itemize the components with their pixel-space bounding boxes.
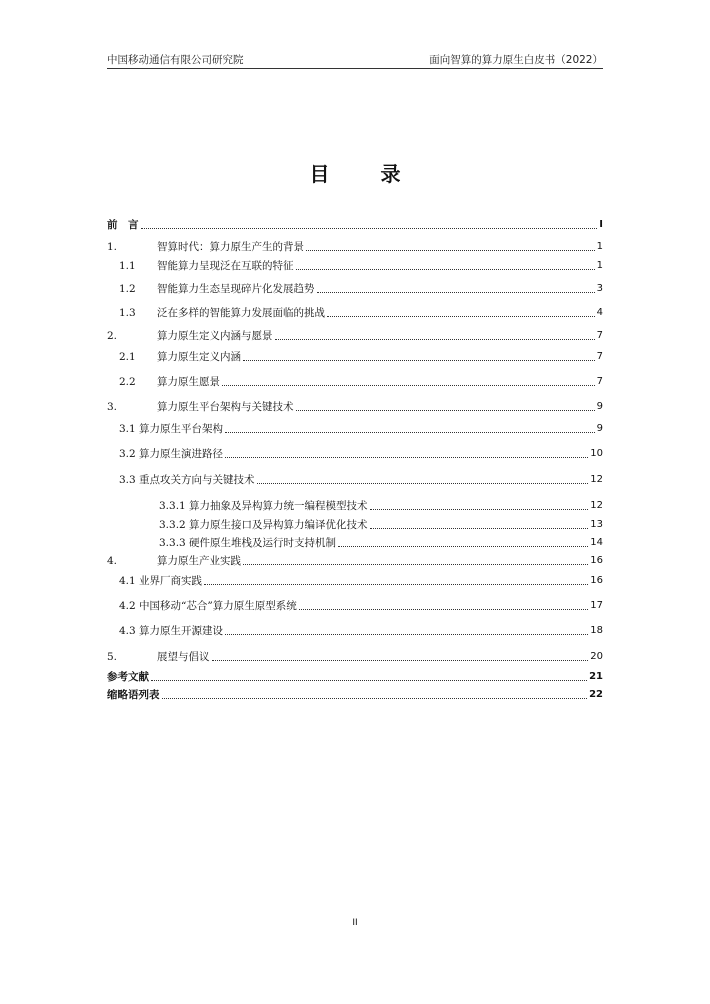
toc-entry[interactable] — [107, 534, 603, 550]
toc-entry-title: 3.1 算力原生平台架构 — [119, 423, 224, 435]
toc-dot-leader — [225, 456, 588, 458]
toc-dot-leader — [306, 249, 595, 251]
toc-entry-title: 算力原生定义内涵与愿景 — [157, 330, 273, 342]
toc-dot-leader — [296, 268, 595, 270]
toc-entry[interactable] — [107, 516, 603, 532]
toc-entry[interactable] — [107, 304, 603, 320]
toc-entry-title: 4.1 业界厂商实践 — [119, 575, 203, 587]
toc-entry-title: 算力原生产业实践 — [157, 555, 241, 567]
toc-entry-number: 1.3 — [119, 307, 136, 319]
toc-page-number: 16 — [590, 555, 603, 566]
toc-entry-title: 智算时代：算力原生产生的背景 — [157, 241, 304, 253]
toc-page-number: 21 — [589, 671, 603, 682]
toc-page-number: 22 — [589, 689, 603, 700]
toc-entry-title: 3.3.2 算力原生接口及异构算力编译优化技术 — [159, 519, 368, 531]
toc-entry-number: 3. — [107, 401, 118, 413]
toc-entry[interactable] — [107, 327, 603, 343]
toc-dot-leader — [243, 563, 588, 565]
toc-entry-title: 前 言 — [107, 219, 139, 231]
toc-entry-title: 算力原生定义内涵 — [157, 351, 241, 363]
toc-entry-number: 2.2 — [119, 376, 136, 388]
toc-page-number: 12 — [590, 474, 603, 485]
toc-entry-title: 智能算力呈现泛在互联的特征 — [157, 260, 294, 272]
toc-entry[interactable] — [107, 257, 603, 273]
toc-entry[interactable] — [107, 497, 603, 513]
toc-entry[interactable] — [107, 686, 603, 702]
toc-entry[interactable] — [107, 445, 603, 461]
toc-entry[interactable] — [107, 280, 603, 296]
toc-page-number: 7 — [596, 351, 603, 362]
toc-dot-leader — [257, 482, 589, 484]
toc-dot-leader — [296, 409, 595, 411]
toc-dot-leader — [141, 227, 598, 229]
toc-entry-number: 5. — [107, 651, 118, 663]
toc-page-number: 9 — [596, 423, 603, 434]
toc-page-number: 7 — [596, 376, 603, 387]
toc-dot-leader — [370, 527, 589, 529]
toc-entry[interactable] — [107, 622, 603, 638]
toc-entry-title: 4.2 中国移动“芯合”算力原生原型系统 — [119, 600, 297, 612]
toc-page-number: 10 — [590, 448, 603, 459]
toc-entry-title: 3.3 重点攻关方向与关键技术 — [119, 474, 255, 486]
toc-entry[interactable] — [107, 373, 603, 389]
toc-page-number: 7 — [596, 330, 603, 341]
toc-entry-number: 4. — [107, 555, 118, 567]
header-organization: 中国移动通信有限公司研究院 — [107, 54, 244, 66]
toc-entry-title: 算力原生平台架构与关键技术 — [157, 401, 294, 413]
toc-dot-leader — [243, 359, 595, 361]
toc-dot-leader — [225, 431, 595, 433]
toc-entry-title: 展望与倡议 — [157, 651, 210, 663]
toc-dot-leader — [204, 583, 588, 585]
toc-entry-title: 智能算力生态呈现碎片化发展趋势 — [157, 283, 315, 295]
toc-page-number: 9 — [596, 401, 603, 412]
toc-page-number: 14 — [590, 537, 603, 548]
toc-dot-leader — [212, 659, 589, 661]
toc-entry-title: 参考文献 — [107, 671, 149, 683]
toc-page-number: 1 — [596, 241, 603, 252]
toc-dot-leader — [151, 679, 587, 681]
toc-entry-title: 4.3 算力原生开源建设 — [119, 625, 224, 637]
toc-page-number: 17 — [590, 600, 603, 611]
toc-dot-leader — [370, 508, 589, 510]
toc-page-number: 1 — [596, 260, 603, 271]
toc-dot-leader — [327, 315, 595, 317]
toc-entry[interactable] — [107, 572, 603, 588]
page-number: II — [352, 918, 358, 928]
toc-entry[interactable] — [107, 471, 603, 487]
toc-entry-title: 3.2 算力原生演进路径 — [119, 448, 224, 460]
header-document-title: 面向智算的算力原生白皮书（2022） — [429, 54, 603, 66]
running-header — [107, 50, 603, 69]
toc-dot-leader — [317, 291, 595, 293]
toc-page-number: I — [599, 219, 603, 230]
toc-page-number: 3 — [596, 283, 603, 294]
toc-title: 目 录 — [309, 162, 423, 186]
toc-entry[interactable] — [107, 420, 603, 436]
toc-entry[interactable] — [107, 348, 603, 364]
toc-entry-number: 1.2 — [119, 283, 136, 295]
toc-page-number: 12 — [590, 500, 603, 511]
toc-entry-title: 3.3.3 硬件原生堆栈及运行时支持机制 — [159, 537, 337, 549]
toc-entry-title: 缩略语列表 — [107, 689, 160, 701]
toc-entry[interactable] — [107, 648, 603, 664]
toc-entry[interactable] — [107, 668, 603, 684]
toc-entry-number: 2. — [107, 330, 118, 342]
toc-page-number: 18 — [590, 625, 603, 636]
toc-entry-title: 算力原生愿景 — [157, 376, 220, 388]
toc-dot-leader — [338, 545, 588, 547]
toc-page-number: 13 — [590, 519, 603, 530]
toc-page-number: 20 — [590, 651, 603, 662]
toc-dot-leader — [225, 633, 588, 635]
toc-entry[interactable] — [107, 552, 603, 568]
toc-dot-leader — [275, 338, 595, 340]
toc-dot-leader — [222, 384, 595, 386]
toc-entry-title: 3.3.1 算力抽象及异构算力统一编程模型技术 — [159, 500, 368, 512]
toc-entry[interactable] — [107, 597, 603, 613]
toc-entry-number: 2.1 — [119, 351, 136, 363]
toc-entry-number: 1.1 — [119, 260, 136, 272]
toc-entry-number: 1. — [107, 241, 118, 253]
toc-dot-leader — [162, 697, 588, 699]
toc-entry-title: 泛在多样的智能算力发展面临的挑战 — [157, 307, 325, 319]
toc-dot-leader — [299, 608, 588, 610]
toc-entry[interactable] — [107, 238, 603, 254]
toc-page-number: 16 — [590, 575, 603, 586]
toc-page-number: 4 — [596, 307, 603, 318]
toc-entry[interactable] — [107, 216, 603, 232]
toc-entry[interactable] — [107, 398, 603, 414]
